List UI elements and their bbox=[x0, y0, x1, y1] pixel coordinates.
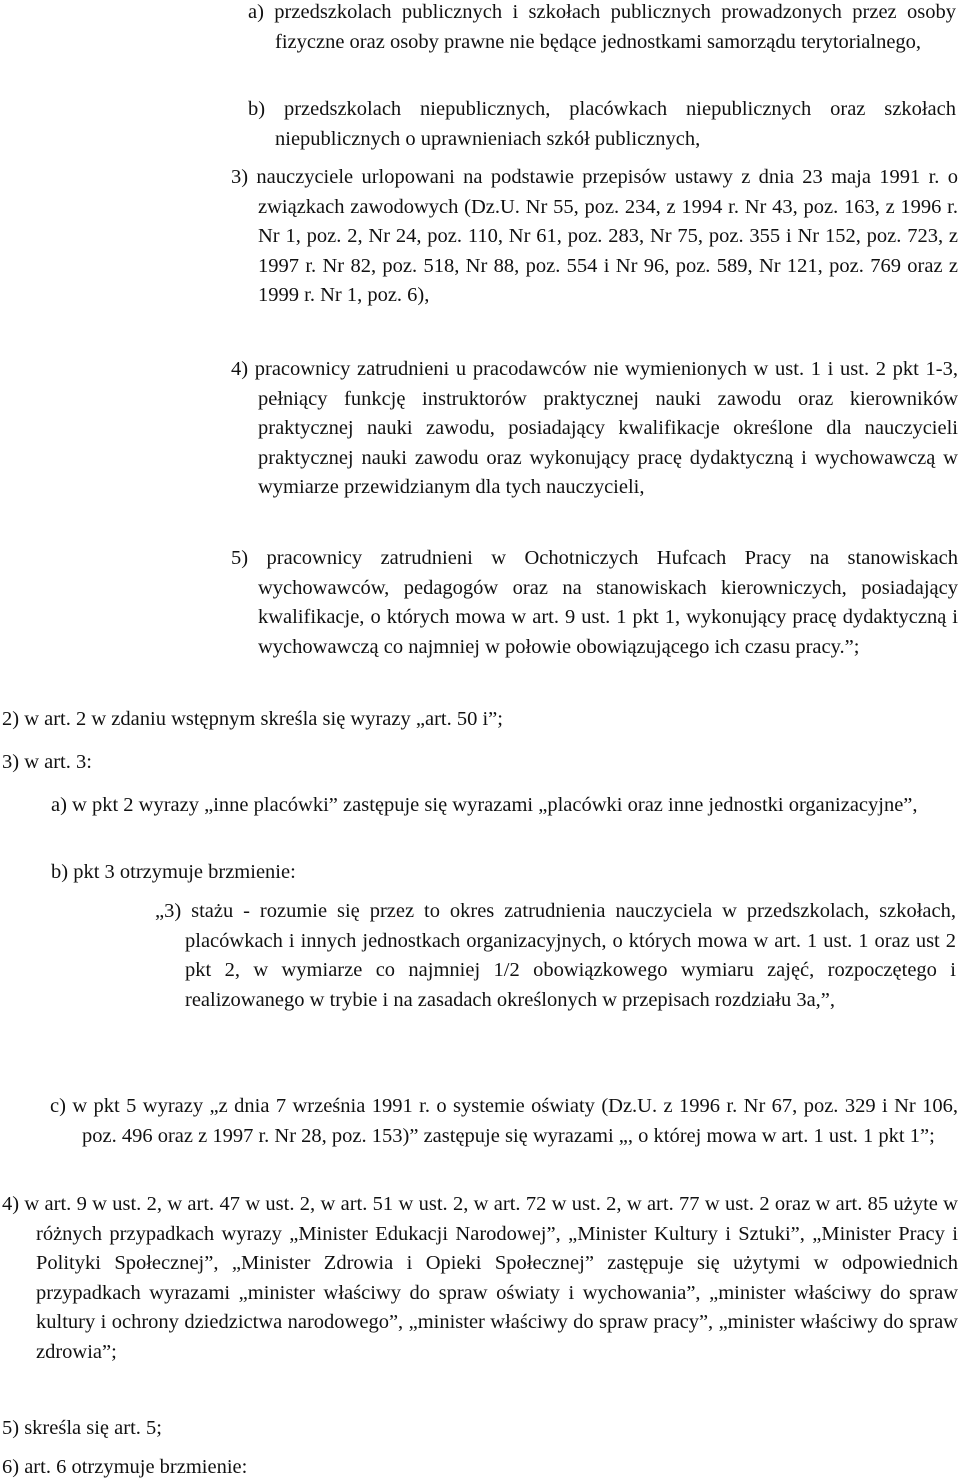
paragraph-point-3: 3) w art. 3: bbox=[2, 751, 92, 773]
paragraph-point-4: 4) w art. 9 w ust. 2, w art. 47 w ust. 2, w art. 51 w ust. 2, w art. 72 w ust. 2, w art. 77 w ust. 2 oraz w art. 85 użyte w różnych przypadkach wyrazy „Minister Edukacji Narodowej”, „Minister Kultury i Sztuki”, „Minister Pracy i Polityki Społecznej”, „Minister Zdrowia i Opieki Społecznej” zastępuje się użytymi w odpowiednich przypadkach wyrazami „minister właściwy do spraw oświaty i wychowania”, „minister właściwy do spraw kultury i ochrony dziedzictwa narodowego”, „minister właściwy do spraw pracy”, „minister właściwy do spraw zdrowia”; bbox=[2, 1193, 958, 1363]
paragraph-quote-3: „3) stażu - rozumie się przez to okres zatrudnienia nauczyciela w przedszkolach, szkołach, placówkach i innych jednostkach organizacyjnych, o których mowa w art. 1 ust. 1 oraz ust 2 pkt 2, w wymiarze co najmniej 1/2 obowiązkowego wymiaru zajęć, rozpoczętego i realizowanego w trybie i na zasadach określonych w przepisach rozdziału 3a,”, bbox=[155, 900, 956, 1011]
paragraph-point-2: 2) w art. 2 w zdaniu wstępnym skreśla się wyrazy „art. 50 i”; bbox=[2, 708, 503, 730]
paragraph-item-5: 5) pracownicy zatrudnieni w Ochotniczych Hufcach Pracy na stanowiskach wychowawców, pedagogów oraz na stanowiskach kierowniczych, posiadający kwalifikacje, o których mowa w art. 9 ust. 1 pkt 1, wykonujący pracę dydaktyczną i wychowawczą co najmniej w połowie obowiązującego ich czasu pracy.”; bbox=[231, 547, 958, 658]
paragraph-point-5: 5) skreśla się art. 5; bbox=[2, 1417, 162, 1439]
paragraph-point-3c: c) w pkt 5 wyrazy „z dnia 7 września 1991 r. o systemie oświaty (Dz.U. z 1996 r. Nr 67, poz. 329 i Nr 106, poz. 496 oraz z 1997 r. Nr 28, poz. 153)” zastępuje się wyrazami „, o której mowa w art. 1 ust. 1 pkt 1”; bbox=[50, 1095, 958, 1147]
paragraph-point-6: 6) art. 6 otrzymuje brzmienie: bbox=[2, 1456, 248, 1478]
paragraph-item-1b: b) przedszkolach niepublicznych, placówkach niepublicznych oraz szkołach niepublicznych o uprawnieniach szkół publicznych, bbox=[248, 98, 956, 150]
paragraph-point-3b: b) pkt 3 otrzymuje brzmienie: bbox=[51, 861, 296, 883]
paragraph-item-3: 3) nauczyciele urlopowani na podstawie przepisów ustawy z dnia 23 maja 1991 r. o związkach zawodowych (Dz.U. Nr 55, poz. 234, z 1994 r. Nr 43, poz. 163, z 1996 r. Nr 1, poz. 2, Nr 24, poz. 110, Nr 61, poz. 283, Nr 75, poz. 355 i Nr 152, poz. 723, z 1997 r. Nr 82, poz. 518, Nr 88, poz. 554 i Nr 96, poz. 589, Nr 121, poz. 769 oraz z 1999 r. Nr 1, poz. 6), bbox=[231, 166, 958, 307]
paragraph-point-3a: a) w pkt 2 wyrazy „inne placówki” zastępuje się wyrazami „placówki oraz inne jednostki organizacyjne”, bbox=[51, 794, 918, 816]
paragraph-item-4: 4) pracownicy zatrudnieni u pracodawców nie wymienionych w ust. 1 i ust. 2 pkt 1-3, pełniący funkcję instruktorów praktycznej nauki zawodu oraz kierowników praktycznej nauki zawodu, posiadający kwalifikacje określone dla nauczycieli praktycznej nauki zawodu oraz wykonujący pracę dydaktyczną i wychowawczą w wymiarze przewidzianym dla tych nauczycieli, bbox=[231, 358, 958, 499]
paragraph-item-1a: a) przedszkolach publicznych i szkołach publicznych prowadzonych przez osoby fizyczne oraz osoby prawne nie będące jednostkami samorządu terytorialnego, bbox=[248, 1, 956, 53]
